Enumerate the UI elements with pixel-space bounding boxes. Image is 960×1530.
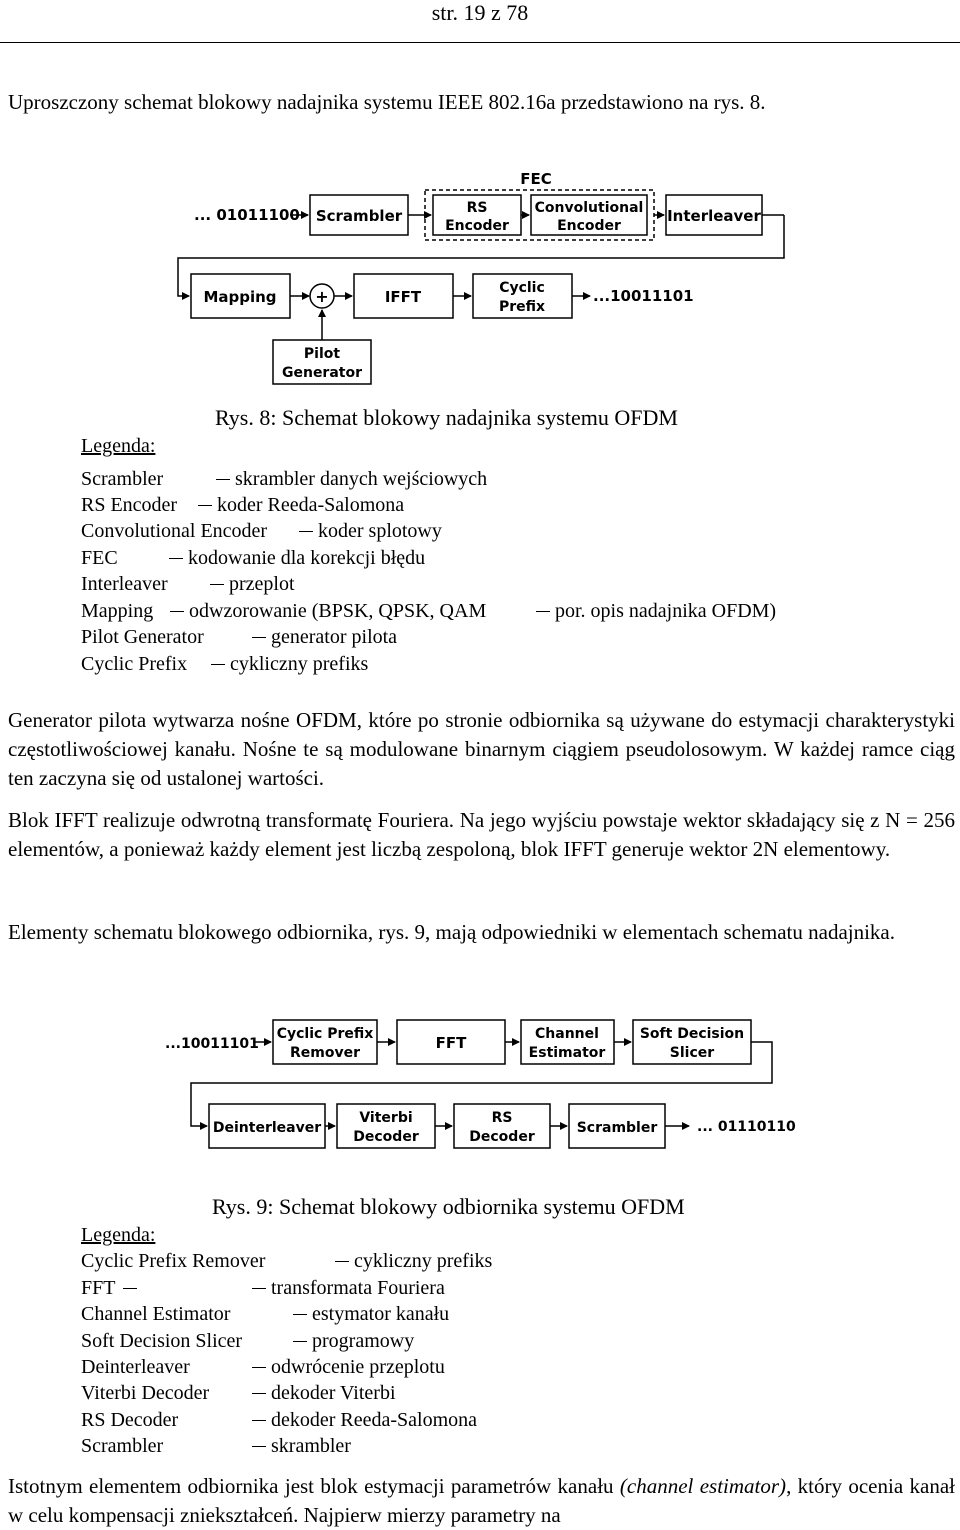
legend-2-item: Cyclic Prefix Remover — [81, 1250, 266, 1272]
legend-1-desc: koder Reeda-Salomona — [198, 492, 404, 518]
fec-label: FEC — [520, 170, 552, 188]
legend-1-item: Scrambler — [81, 468, 164, 490]
rs-encoder-label-1: RS — [466, 200, 488, 216]
figure-9-caption: Rys. 9: Schemat blokowy odbiornika systemu OFDM — [212, 1194, 685, 1219]
legend-1-item: Interleaver — [81, 573, 168, 595]
legend-2-desc: dekoder Viterbi — [252, 1380, 396, 1406]
cyclic-prefix-label-1: Cyclic — [499, 280, 545, 296]
rs-encoder-label-2: Encoder — [445, 218, 509, 234]
legend-1-desc: skrambler danych wejściowych — [216, 466, 487, 492]
transmitter-block-diagram — [0, 160, 960, 392]
legend-1-title: Legenda: — [81, 435, 156, 457]
rx-input-bits: ...10011101 — [165, 1036, 259, 1052]
rx-output-bits: ... 01110110 — [697, 1119, 796, 1135]
cp-remover-label-2: Remover — [289, 1045, 361, 1061]
page-number: str. 19 z 78 — [431, 0, 529, 25]
soft-slicer-label-1: Soft Decision — [639, 1026, 745, 1042]
legend-1-desc: cykliczny prefiks — [211, 651, 368, 677]
legend-2-item: Soft Decision Slicer — [81, 1330, 243, 1352]
legend-1-item: FEC — [81, 547, 118, 569]
legend-2-item: RS Decoder — [81, 1409, 179, 1431]
channel-estimator-label-2: Estimator — [528, 1045, 606, 1061]
legend-2-item: Deinterleaver — [81, 1356, 190, 1378]
header-rule — [0, 42, 960, 43]
legend-1-desc: koder splotowy — [299, 518, 442, 544]
legend-1-item: Pilot Generator — [81, 626, 204, 648]
receiver-block-diagram — [0, 1010, 960, 1160]
legend-2-item: FFT — [81, 1275, 142, 1301]
intro-paragraph: Uproszczony schemat blokowy nadajnika systemu IEEE 802.16a przedstawiono na rys. 8. — [8, 90, 766, 114]
paragraph-channel-estimator: Istotnym elementem odbiornika jest blok estymacji parametrów kanału (channel estimator), który ocenia kanał w celu kompensacji zniekształceń. Najpierw mierzy parametry na — [8, 1474, 955, 1527]
legend-1-item: Convolutional Encoder — [81, 520, 268, 542]
legend-2-item: Scrambler — [81, 1435, 164, 1457]
legend-2-desc: programowy — [293, 1328, 414, 1354]
adder-plus: + — [315, 287, 329, 306]
cyclic-prefix-label-2: Prefix — [498, 299, 546, 315]
legend-2-desc: estymator kanału — [293, 1301, 449, 1327]
tx-input-bits: ... 01011100 — [194, 206, 300, 224]
legend-2-desc: cykliczny prefiks — [335, 1248, 492, 1274]
mapping-label: Mapping — [203, 288, 277, 306]
legend-1-desc: przeplot — [210, 571, 295, 597]
figure-8-caption: Rys. 8: Schemat blokowy nadajnika systemu OFDM — [215, 405, 678, 430]
legend-1-desc: odwzorowanie (BPSK, QPSK, QAM — [170, 598, 486, 624]
legend-1-desc: kodowanie dla korekcji błędu — [169, 545, 425, 571]
rx-scrambler-label: Scrambler — [576, 1120, 658, 1136]
scrambler-label: Scrambler — [315, 207, 403, 225]
ifft-label: IFFT — [384, 288, 422, 306]
viterbi-label-1: Viterbi — [359, 1110, 413, 1126]
legend-1-item: Cyclic Prefix — [81, 653, 188, 675]
interleaver-label: Interleaver — [667, 207, 761, 225]
legend-1-desc-cont: por. opis nadajnika OFDM) — [536, 598, 776, 624]
paragraph-ifft: Blok IFFT realizuje odwrotną transformatę Fouriera. Na jego wyjściu powstaje wektor składający się z N = 256 elementów, a ponieważ każdy element jest liczbą zespoloną, blok IFFT generuje wektor 2N elementowy. — [8, 808, 955, 861]
viterbi-label-2: Decoder — [353, 1129, 419, 1145]
tx-output-bits: ...10011101 — [593, 287, 694, 305]
pilot-generator-label-1: Pilot — [303, 346, 341, 362]
legend-1-desc: generator pilota — [252, 624, 397, 650]
legend-2-item: Viterbi Decoder — [81, 1382, 210, 1404]
legend-2-desc: transformata Fouriera — [252, 1275, 445, 1301]
pilot-generator-label-2: Generator — [281, 365, 363, 381]
legend-2-desc: skrambler — [252, 1433, 351, 1459]
fft-label: FFT — [435, 1034, 467, 1052]
legend-2-item: Channel Estimator — [81, 1303, 231, 1325]
soft-slicer-label-2: Slicer — [669, 1045, 715, 1061]
rs-decoder-label-1: RS — [491, 1110, 513, 1126]
legend-1-item: Mapping — [81, 600, 154, 622]
legend-1-item: RS Encoder — [81, 494, 178, 516]
deinterleaver-label: Deinterleaver — [212, 1120, 322, 1136]
rs-decoder-label-2: Decoder — [469, 1129, 535, 1145]
legend-2-desc: dekoder Reeda-Salomona — [252, 1407, 477, 1433]
paragraph-pilot-generator: Generator pilota wytwarza nośne OFDM, które po stronie odbiornika są używane do estymacji charakterystyki częstotliwościowej kanału. Nośne te są modulowane binarnym ciągiem pseudolosowym. W każdej ramce ciąg ten zaczyna się od ustalonej wartości. — [8, 708, 955, 790]
legend-2-desc: odwrócenie przeplotu — [252, 1354, 445, 1380]
cp-remover-label-1: Cyclic Prefix — [276, 1026, 374, 1042]
conv-encoder-label-1: Convolutional — [534, 200, 644, 216]
channel-estimator-label-1: Channel — [535, 1026, 599, 1042]
conv-encoder-label-2: Encoder — [557, 218, 621, 234]
paragraph-receiver-intro: Elementy schematu blokowego odbiornika, rys. 9, mają odpowiedniki w elementach schematu nadajnika. — [8, 920, 896, 944]
legend-2-title: Legenda: — [81, 1224, 156, 1246]
